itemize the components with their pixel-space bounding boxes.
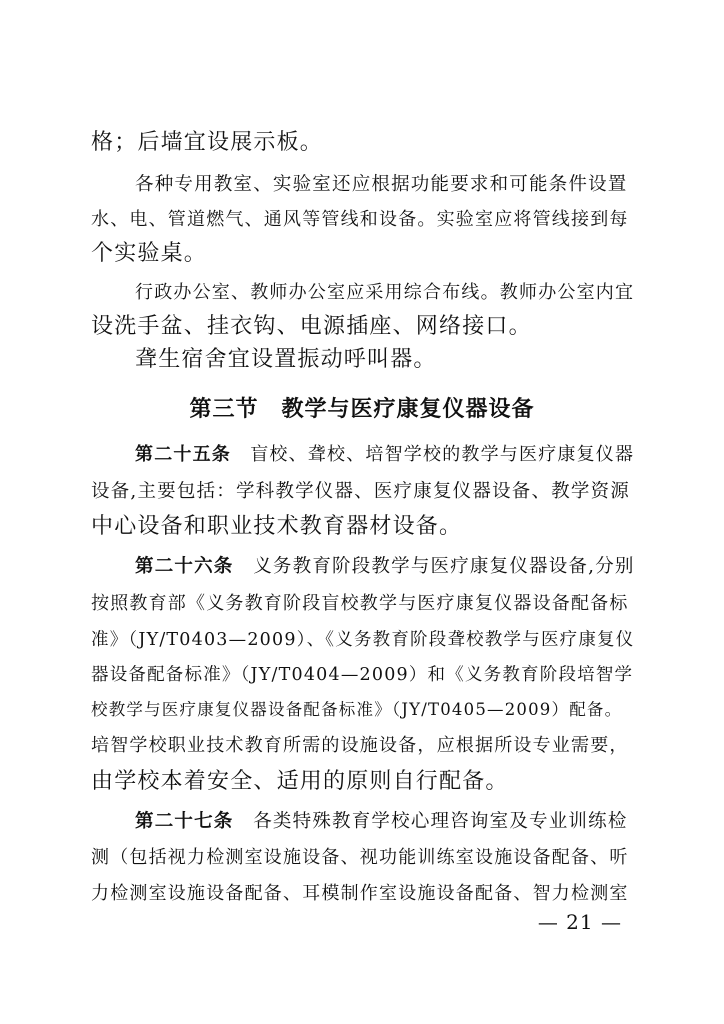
article-text: 盲校、聋校、培智学校的教学与医疗康复仪器: [231, 444, 635, 465]
text-line: 聋生宿舍宜设置振动呼叫器。: [135, 347, 437, 372]
article-text: 各类特殊教育学校心理咨询室及专业训练检: [233, 811, 628, 832]
article-27-first-line: [135, 808, 636, 836]
article-label: 第二十六条: [135, 556, 234, 577]
article-26-first-line: [135, 553, 636, 581]
text-line: 中心设备和职业技术教育器材设备。: [91, 514, 463, 539]
article-label: 第二十五条: [135, 444, 231, 465]
text-line: 按照教育部《义务教育阶段盲校教学与医疗康复仪器设备配备标: [91, 593, 629, 614]
article-label: 第二十七条: [135, 811, 234, 832]
text-line: 准》（JY/T0403—2009）、《义务教育阶段聋校教学与医疗康复仪: [91, 630, 635, 650]
article-25-first-line: [135, 441, 636, 469]
text-line: 格；后墙宜设展示板。: [91, 130, 324, 155]
text-line: 器设备配备标准》（JY/T0404—2009）和《义务教育阶段培智学: [91, 665, 634, 685]
text-line: 力检测室设施设备配备、耳模制作室设施设备配备、智力检测室: [91, 883, 629, 904]
text-line: 水、电、管道燃气、通风等管线和设备。实验室应将管线接到每: [91, 209, 629, 230]
text-line: 各种专用教室、实验室还应根据功能要求和可能条件设置: [135, 174, 628, 195]
text-line: 由学校本着安全、适用的原则自行配备。: [91, 769, 509, 794]
text-line: 个实验桌。: [91, 241, 208, 266]
text-line: 测（包括视力检测室设施设备、视功能训练室设施设备配备、听: [91, 847, 629, 868]
page-number: — 21 —: [537, 910, 622, 934]
article-text: 义务教育阶段教学与医疗康复仪器设备,分别: [233, 556, 635, 577]
text-line: 行政办公室、教师办公室应采用综合布线。教师办公室内宜: [135, 282, 635, 303]
text-line: 培智学校职业技术教育所需的设施设备，应根据所设专业需要，: [91, 735, 629, 756]
text-line: 校教学与医疗康复仪器设备配备标准》（JY/T0405—2009）配备。: [91, 700, 623, 719]
text-line: 设备,主要包括：学科教学仪器、医疗康复仪器设备、教学资源: [91, 481, 630, 502]
text-line: 设洗手盆、挂衣钩、电源插座、网络接口。: [91, 314, 532, 339]
section-heading: 第三节 教学与医疗康复仪器设备: [189, 396, 535, 422]
